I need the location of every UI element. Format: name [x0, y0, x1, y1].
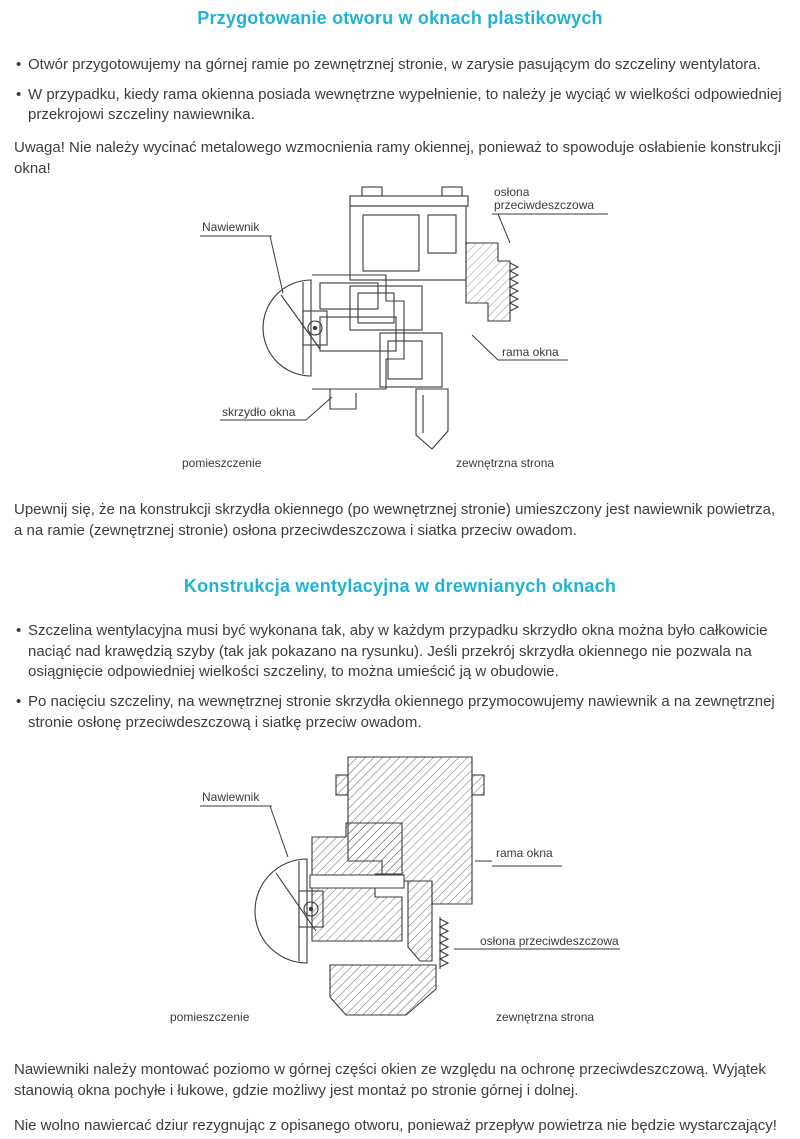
- diagram1-label-oslona-line2: przeciwdeszczowa: [494, 198, 595, 213]
- bullet-item: • Otwór przygotowujemy na górnej ramie po zewnętrznej stronie, w zarysie pasującym do szczeliny wentylatora.: [14, 55, 786, 76]
- diagram-wooden-window: [14, 749, 786, 1034]
- diagram1-label-nawiewnik: Nawiewnik: [202, 220, 260, 235]
- section2-note2: Nie wolno nawiercać dziur rezygnując z opisanego otworu, ponieważ przepływ powietrza nie będzie wystarczający!: [14, 1116, 777, 1134]
- plastic-window-cross-section-drawing: [180, 183, 620, 483]
- diagram2-label-nawiewnik: Nawiewnik: [202, 790, 260, 805]
- bullet-item: • Szczelina wentylacyjna musi być wykonana tak, aby w każdym przypadku skrzydło okna można było całkowicie naciąć nad krawędzią szyby (tak jak pokazano na rysunku). Jeśli przekrój skrzydła okiennego nie pozwala na osiągnięcie odpowiedniej wielkości szczeliny, to można umieścić ją w obudowie.: [14, 621, 786, 683]
- diagram1-label-skrzydlo-okna: skrzydło okna: [222, 405, 296, 420]
- diagram1-label-zewnetrzna-strona: zewnętrzna strona: [456, 456, 555, 471]
- diagram1-labels: [182, 185, 594, 470]
- diagram1-label-pomieszczenie: pomieszczenie: [182, 456, 262, 471]
- air-inlet-device: [263, 280, 327, 376]
- frame-profiles: [350, 187, 518, 449]
- section2-title: Konstrukcja wentylacyjna w drewnianych oknach: [183, 575, 617, 596]
- ventilation-slot: [310, 875, 404, 888]
- bullet-item: • W przypadku, kiedy rama okienna posiada wewnętrzne wypełnienie, to należy je wyciąć w wielkości odpowiedniej przekrojowi szczeliny nawiewnika.: [14, 85, 786, 126]
- section1-title: Przygotowanie otworu w oknach plastikowych: [197, 8, 603, 28]
- wooden-window-cross-section-drawing: [170, 749, 630, 1029]
- diagram2-label-oslona: osłona przeciwdeszczowa: [480, 934, 619, 949]
- section1-note: Upewnij się, że na konstrukcji skrzydła okiennego (po wewnętrznej stronie) umieszczony jest nawiewnik powietrza, a na ramie (zewnętrznej stronie) osłona przeciwdeszczowa i siatka przeciw owadom.: [14, 501, 776, 540]
- rain-guard-comb: [440, 917, 448, 969]
- diagram1-label-oslona-line1: osłona: [494, 185, 530, 200]
- section2-bullet-list: [14, 621, 786, 733]
- diagram1-label-rama-okna: rama okna: [502, 345, 559, 360]
- diagram2-label-zewnetrzna-strona: zewnętrzna strona: [496, 1010, 595, 1025]
- section1-warning: Uwaga! Nie należy wycinać metalowego wzmocnienia ramy okiennej, ponieważ to spowoduje osłabienie konstrukcji okna!: [14, 139, 782, 177]
- diagram2-label-rama-okna: rama okna: [496, 846, 553, 861]
- section2-note1: Nawiewniki należy montować poziomo w górnej części okien ze względu na ochronę przeciwdeszczową. Wyjątek stanowią okna pochyłe i łukowe, gdzie możliwy jest montaż po stronie górnej i dolnej.: [14, 1061, 766, 1099]
- diagram-plastic-window: [14, 183, 786, 488]
- diagram2-label-pomieszczenie: pomieszczenie: [170, 1010, 250, 1025]
- bullet-item: • Po nacięciu szczeliny, na wewnętrznej stronie skrzydła okiennego przymocowujemy nawiewnik a na zewnętrznej stronie osłonę przeciwdeszczową i siatkę przeciw owadom.: [14, 692, 786, 733]
- section1-bullet-list: [14, 55, 786, 126]
